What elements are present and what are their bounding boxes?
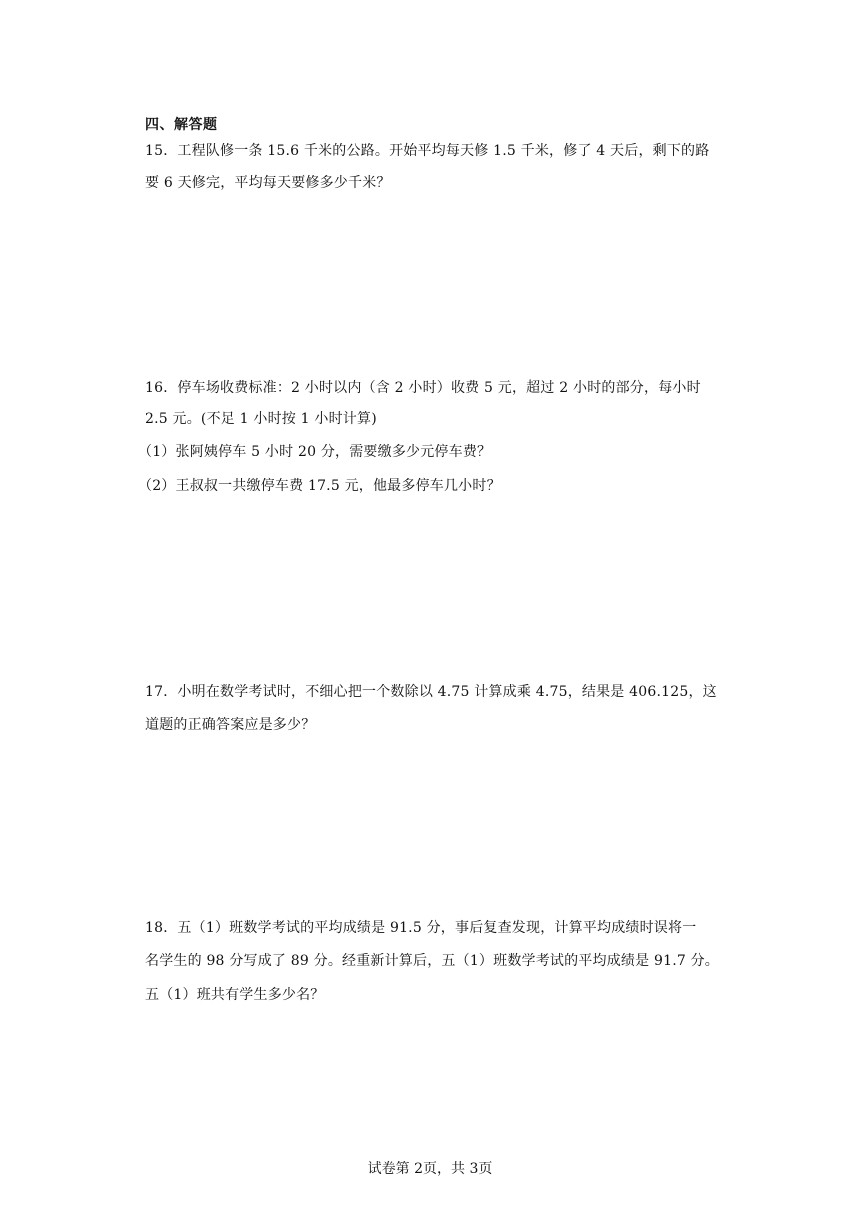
question-17-line-1: 17．小明在数学考试时，不细心把一个数除以 4.75 计算成乘 4.75，结果是 406.125，这 xyxy=(145,684,717,700)
question-15-line-2: 要 6 天修完，平均每天要修多少千米？ xyxy=(145,175,391,191)
page-footer: 试卷第 2页，共 3页 xyxy=(367,1161,493,1177)
question-16-sub-2: （2）王叔叔一共缴停车费 17.5 元，他最多停车几小时？ xyxy=(138,478,501,494)
section-title: 四、解答题 xyxy=(145,117,218,133)
question-16-sub-1: （1）张阿姨停车 5 小时 20 分，需要缴多少元停车费？ xyxy=(138,444,492,460)
question-16-line-1: 16．停车场收费标准：2 小时以内（含 2 小时）收费 5 元，超过 2 小时的部分，每小时 xyxy=(145,380,701,396)
question-18-line-1: 18．五（1）班数学考试的平均成绩是 91.5 分，事后复查发现，计算平均成绩时误将一 xyxy=(145,920,697,936)
question-18-line-3: 五（1）班共有学生多少名？ xyxy=(145,987,325,1003)
question-17-line-2: 道题的正确答案应是多少？ xyxy=(145,717,316,733)
question-18-line-2: 名学生的 98 分写成了 89 分。经重新计算后，五（1）班数学考试的平均成绩是 91.7 分。 xyxy=(145,953,720,969)
question-15-line-1: 15．工程队修一条 15.6 千米的公路。开始平均每天修 1.5 千米，修了 4 天后，剩下的路 xyxy=(145,143,710,159)
question-16-line-2: 2.5 元。(不足 1 小时按 1 小时计算) xyxy=(145,411,377,427)
